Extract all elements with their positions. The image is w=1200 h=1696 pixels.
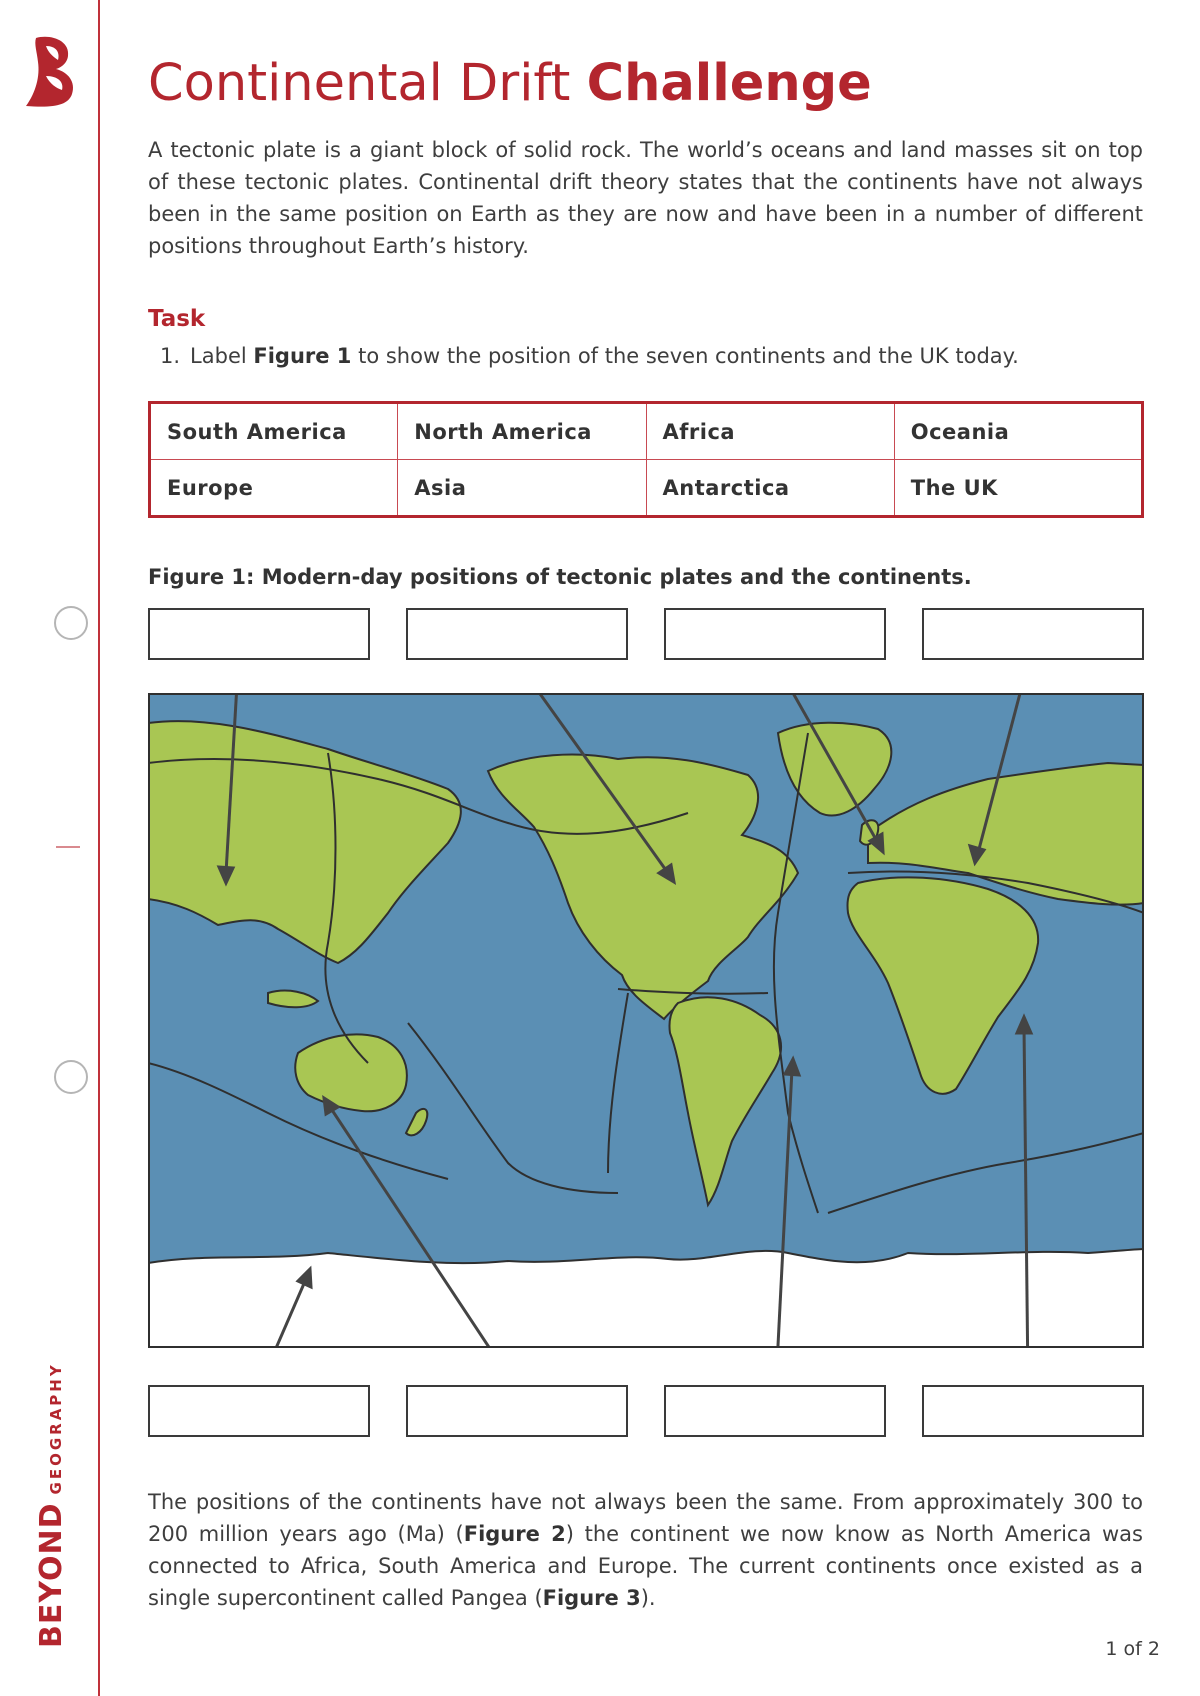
intro-paragraph: A tectonic plate is a giant block of solid rock. The world’s oceans and land masses sit on top of these tectonic plates. Continental drift theory states that the continents have not always been in the same position on Earth as they are now and have been in a number of different positions throughout Earth’s history. (148, 138, 1143, 258)
page-number: 1 of 2 (1105, 1638, 1160, 1660)
label-box-bottom-3[interactable] (664, 1385, 886, 1437)
margin-line (98, 0, 100, 1696)
closing-paragraph (148, 1486, 1143, 1614)
world-map (148, 693, 1144, 1348)
word-bank-table (148, 401, 1144, 518)
closing-text: The positions of the continents have not always been the same. From approximately 300 to 200 million years ago (Ma) ( (148, 1490, 1143, 1546)
title-bold: Challenge (586, 54, 872, 113)
title-regular: Continental Drift (148, 54, 587, 113)
closing-text: ) the continent we now know as North America was connected to Africa, South America and Europe. The current continents once existed as a single supercontinent called Pangea ( (148, 1522, 1143, 1610)
fold-mark (56, 846, 80, 848)
label-box-top-4[interactable] (922, 608, 1144, 660)
figure-3-ref: Figure 3 (542, 1586, 641, 1610)
task-instruction (160, 344, 1019, 368)
brand-wordmark (34, 1362, 69, 1648)
figure-2-ref: Figure 2 (463, 1522, 566, 1546)
word-bank-cell: Africa (646, 403, 894, 460)
task-text-pre: Label (190, 344, 254, 368)
task-text-post: to show the position of the seven continents and the UK today. (351, 344, 1019, 368)
label-box-bottom-1[interactable] (148, 1385, 370, 1437)
task-number: 1. (160, 344, 181, 368)
word-bank-cell: Asia (398, 460, 646, 517)
word-bank-cell: Antarctica (646, 460, 894, 517)
label-box-bottom-4[interactable] (922, 1385, 1144, 1437)
punch-hole-top (54, 606, 88, 640)
word-bank-cell: Europe (150, 460, 398, 517)
page-title (148, 54, 872, 113)
figure-caption: Figure 1: Modern-day positions of tectonic plates and the continents. (148, 565, 972, 589)
word-bank-cell: The UK (894, 460, 1142, 517)
word-bank-cell: Oceania (894, 403, 1142, 460)
brand-name: BEYOND (34, 1502, 69, 1648)
closing-text: ). (640, 1586, 656, 1610)
label-box-top-3[interactable] (664, 608, 886, 660)
label-box-top-2[interactable] (406, 608, 628, 660)
word-bank-row (150, 403, 1143, 460)
beyond-logo-icon (22, 32, 82, 112)
word-bank-cell: South America (150, 403, 398, 460)
word-bank-row (150, 460, 1143, 517)
punch-hole-bottom (54, 1060, 88, 1094)
brand-subject: GEOGRAPHY (47, 1362, 65, 1495)
label-box-bottom-2[interactable] (406, 1385, 628, 1437)
word-bank-cell: North America (398, 403, 646, 460)
task-heading: Task (148, 306, 206, 332)
task-figure-ref: Figure 1 (253, 344, 352, 368)
label-box-top-1[interactable] (148, 608, 370, 660)
